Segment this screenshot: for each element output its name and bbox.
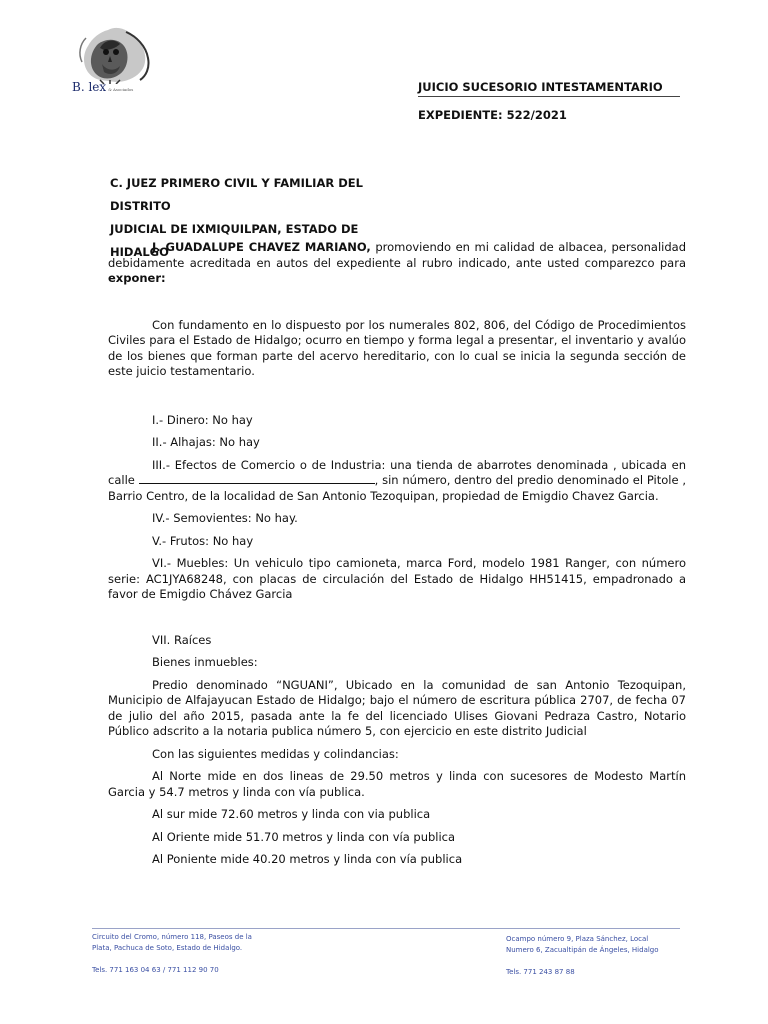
item-raices: VII. Raíces [152,632,212,647]
item-semovientes: IV.- Semovientes: No hay. [152,511,298,525]
footer-address-zacualtipan [506,934,696,978]
addressee-line-2: JUDICIAL DE IXMIQUILPAN, ESTADO DE HIDALGO [110,222,359,259]
item-frutos: V.- Frutos: No hay [152,533,254,548]
item-poniente: Al Poniente mide 40.20 metros y linda con vía publica [152,852,463,866]
comercio-text-a: III.- Efectos de Comercio o de Industria: una tienda de abarrotes denominada , ubicada en calle [108,457,686,487]
item-inmuebles: Bienes inmuebles: [152,655,258,669]
logo-small-text: & Asociados [108,87,134,92]
file-number: EXPEDIENTE: 522/2021 [418,108,567,122]
item-norte: Al Norte mide en dos lineas de 29.50 metros y linda con sucesores de Modesto Martín Garcia y 54.7 metros y linda con vía publica. [108,769,686,799]
comercio-text-b: , sin número, dentro del predio denominado el Pitole , Barrio Centro, de la localidad de San Antonio Tezoquipan, propiedad de Emigdio Chavez Garcia. [108,473,686,503]
exponer-word: exponer: [108,271,166,285]
foundation-paragraph: Con fundamento en lo dispuesto por los numerales 802, 806, del Código de Procedimientos Civiles para el Estado de Hidalgo; ocurro en tiempo y forma legal a presentar, el inventario y avalúo de los bienes que forman parte del acervo hereditario, con lo cual se inicia la segunda sección de este juicio testamentario. [108,317,686,378]
footer-right-line-2: Numero 6, Zacualtipán de Ángeles, Hidalgo [506,946,659,954]
footer-right-phone: Tels. 771 243 87 88 [506,968,575,976]
item-predio: Predio denominado “NGUANI”, Ubicado en la comunidad de san Antonio Tezoquipan, Municipio de Alfajayucan Estado de Hidalgo; bajo el número de escritura pública 2707, de fecha 07 de julio del año 2015, pasada ante la fe del licenciado Ulises Giovani Pedraza Castro, Notario Público adscrito a la notaria publica número 5, con ejercicio en este distrito Judicial [108,677,686,738]
item-dinero: I.- Dinero: No hay [152,412,253,427]
case-type: JUICIO SUCESORIO INTESTAMENTARIO [418,80,680,97]
footer-left-line-1: Circuito del Cromo, número 118, Paseos de la [92,933,252,941]
footer-right-line-1: Ocampo número 9, Plaza Sánchez, Local [506,935,649,943]
intro-text: promoviendo en mi calidad de albacea, personalidad debidamente acreditada en autos del expediente al rubro indicado, ante usted comparezco para [108,240,686,270]
document-body [108,240,686,868]
street-blank-line [139,473,375,484]
footer-address-pachuca [92,932,292,976]
footer-left-phone: Tels. 771 163 04 63 / 771 112 90 70 [92,966,219,974]
item-oriente: Al Oriente mide 51.70 metros y linda con vía publica [152,829,456,844]
case-header [418,80,680,122]
footer-divider [92,928,680,929]
intro-paragraph [108,240,686,287]
item-comercio [108,458,686,505]
item-muebles: VI.- Muebles: Un vehiculo tipo camioneta, marca Ford, modelo 1981 Ranger, con número serie: AC1JYA68248, con placas de circulación del Estado de Hidalgo HH51415, empadronado a favor de Emigdio Chávez Garcia [108,556,686,601]
logo-b: B. [72,80,85,94]
footer-left-line-2: Plata, Pachuca de Soto, Estado de Hidalgo. [92,944,243,952]
item-alhajas: II.- Alhajas: No hay [152,435,260,449]
logo-lex: lex [88,80,107,94]
logo-wordmark [72,80,133,94]
promovente-name: J. GUADALUPE CHAVEZ MARIANO, [152,240,371,254]
item-medidas: Con las siguientes medidas y colindancias: [152,746,399,761]
item-sur: Al sur mide 72.60 metros y linda con via publica [152,807,431,821]
addressee-line-1: C. JUEZ PRIMERO CIVIL Y FAMILIAR DEL DISTRITO [110,176,363,213]
